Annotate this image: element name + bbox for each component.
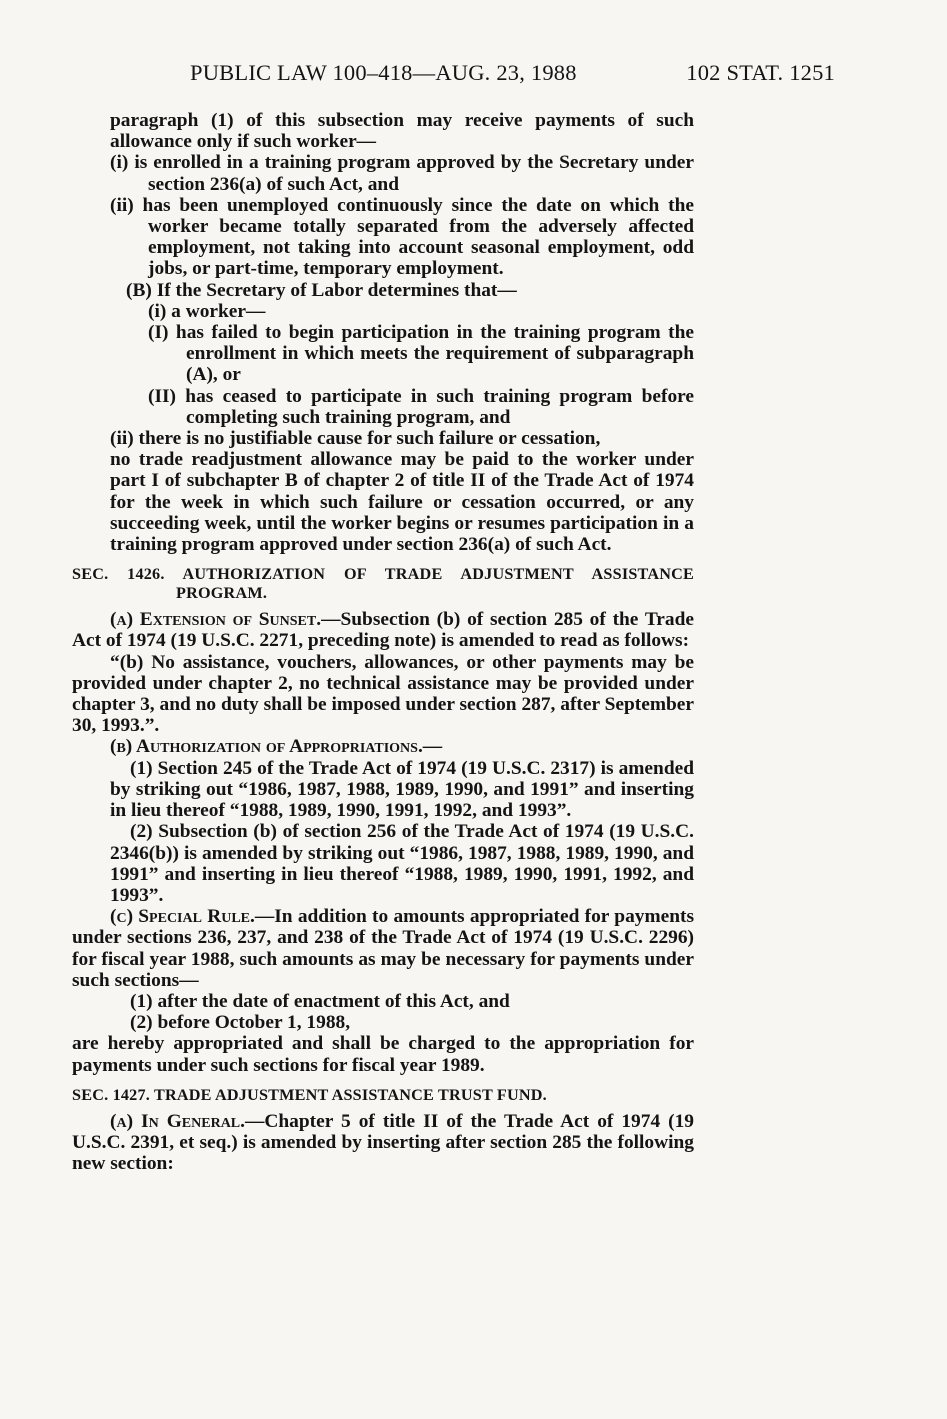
- subclause-I: (I) has failed to begin participation in the training program the enrollment in which meets the requirement of subparagraph (A), or: [148, 322, 694, 386]
- subsection-b-heading: [72, 736, 694, 757]
- paragraph-continuation: paragraph (1) of this subsection may receive payments of such allowance only if such worker—: [110, 110, 694, 153]
- clause-ii-unemployed: (ii) has been unemployed continuously since the date on which the worker became totally separated from the adversely affected employment, not taking into account seasonal employment, odd jobs, or part-time, temporary employment.: [110, 194, 694, 280]
- subparagraph-b: (B) If the Secretary of Labor determines that—: [126, 279, 517, 301]
- clause-i-enrolled: (i) is enrolled in a training program approved by the Secretary under section 236(a) of such Act, and: [110, 152, 694, 195]
- paragraph-2-section-256: (2) Subsection (b) of section 256 of the Trade Act of 1974 (19 U.S.C. 2346(b)) is amended by striking out “1986, 1987, 1988, 1989, 1990, and 1991” and inserting in lieu thereof “1988, 1989, 1990, 1991, 1992, and 1993”.: [110, 821, 694, 906]
- item-2-before-october: (2) before October 1, 1988,: [130, 1012, 351, 1034]
- paragraph-no-allowance: no trade readjustment allowance may be paid to the worker under part I of subchapter B of chapter 2 of title II of the Trade Act of 1974 for the week in which such failure or cessation occurred, or any succeeding week, until the worker begins or resumes participation in a training program approved under section 236(a) of such Act.: [110, 449, 694, 556]
- paragraph-1-section-245: (1) Section 245 of the Trade Act of 1974 (19 U.S.C. 2317) is amended by striking out “1986, 1987, 1988, 1989, 1990, and 1991” and inserting in lieu thereof “1988, 1989, 1990, 1991, 1992, and 1993”.: [110, 757, 694, 822]
- subheading-special-rule: (c) Special Rule.—: [110, 906, 275, 928]
- page-header: [110, 60, 835, 90]
- subheading-authorization-of-appropriations: (b) Authorization of Appropriations.—: [110, 736, 443, 758]
- quoted-subsection-b: “(b) No assistance, vouchers, allowances, or other payments may be provided under chapter 2, no technical assistance may be provided under chapter 3, and no duty shall be imposed under section 287, after September 30, 1993.”.: [72, 651, 694, 737]
- item-1-after-enactment: (1) after the date of enactment of this Act, and: [130, 990, 510, 1012]
- paragraph-appropriated: are hereby appropriated and shall be charged to the appropriation for payments under such sections for fiscal year 1989.: [72, 1033, 694, 1076]
- section-heading-1427: SEC. 1427. TRADE ADJUSTMENT ASSISTANCE TRUST FUND.: [72, 1085, 547, 1104]
- section-heading-1426: SEC. 1426. AUTHORIZATION OF TRADE ADJUSTMENT ASSISTANCE PROGRAM.: [72, 565, 694, 603]
- running-title: PUBLIC LAW 100–418—AUG. 23, 1988: [190, 60, 577, 85]
- clause-i-worker: (i) a worker—: [148, 300, 266, 322]
- subsection-c-special-rule: (c) Special Rule.—In addition to amounts appropriated for payments under sections 236, 237, and 238 of the Trade Act of 1974 (19 U.S.C. 2296) for fiscal year 1988, such amounts as may be necessary for payments under such sections—: [72, 906, 695, 991]
- clause-ii-no-cause: (ii) there is no justifiable cause for such failure or cessation,: [110, 428, 601, 450]
- subheading-extension-of-sunset: (a) Extension of Sunset.—: [110, 609, 341, 631]
- subheading-in-general: (a) In General.—: [110, 1110, 265, 1132]
- page-reference: 102 STAT. 1251: [686, 60, 835, 85]
- subsection-a-sunset: (a) Extension of Sunset.—Subsection (b) of section 285 of the Trade Act of 1974 (19 U.S.C. 2271, preceding note) is amended to read as follows:: [72, 609, 694, 652]
- subclause-II: (II) has ceased to participate in such training program before completing such training program, and: [148, 385, 694, 428]
- document-body: [72, 110, 694, 1174]
- subsection-a-in-general: (a) In General.—Chapter 5 of title II of the Trade Act of 1974 (19 U.S.C. 2391, et seq.) is amended by inserting after section 285 the following new section:: [72, 1110, 695, 1175]
